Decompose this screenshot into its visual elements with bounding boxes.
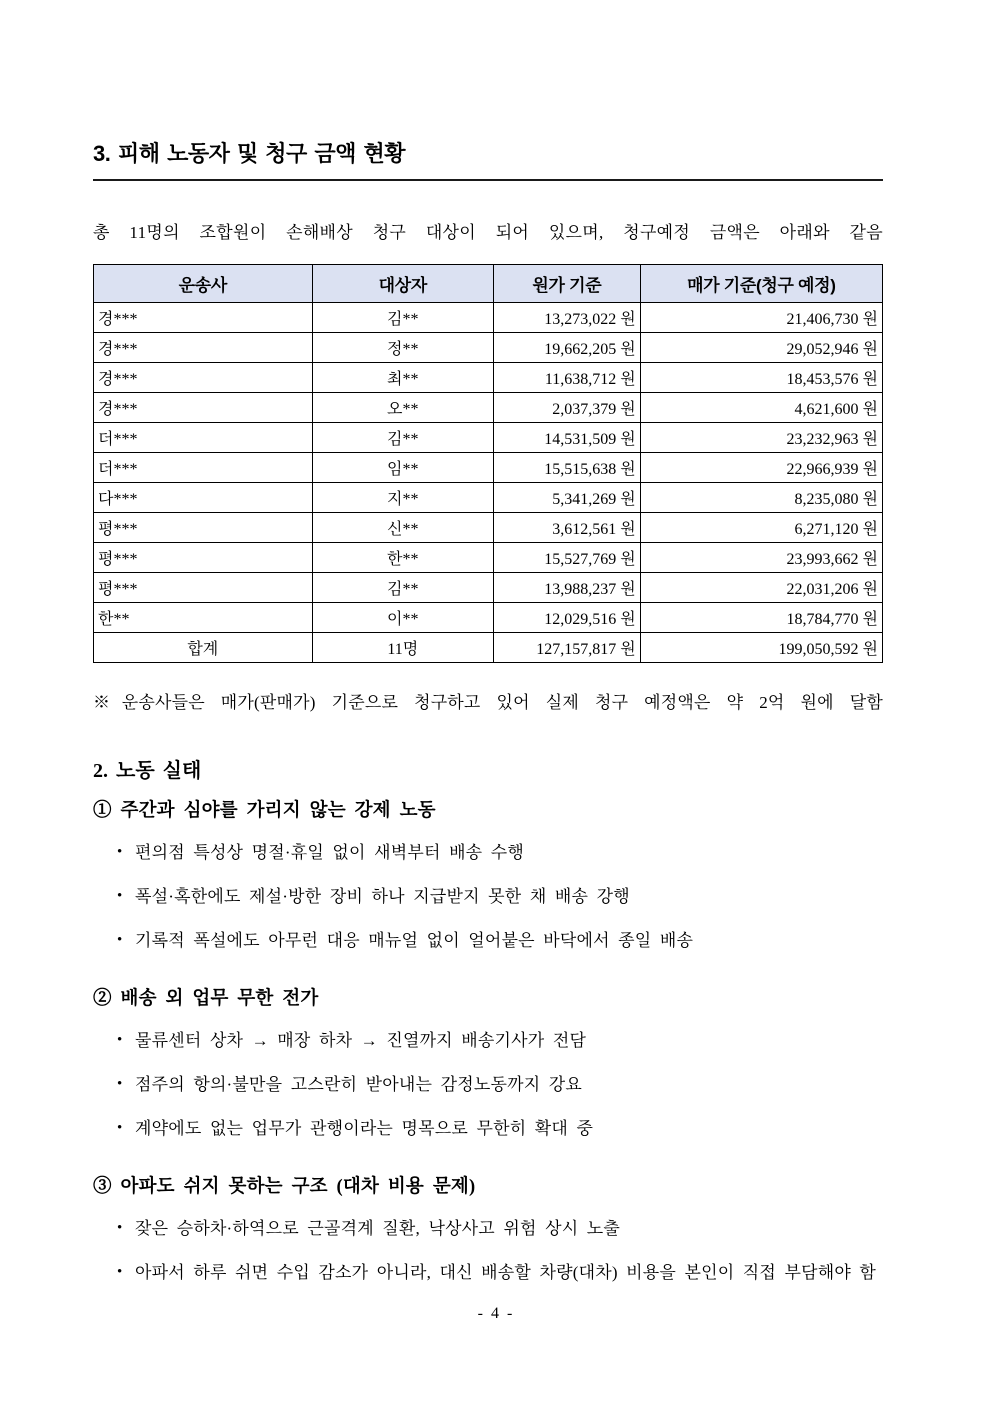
- header-carrier: 운송사: [94, 265, 313, 303]
- section3-title: 3. 피해 노동자 및 청구 금액 현황: [93, 141, 406, 166]
- cell-carrier: 평***: [94, 573, 313, 603]
- table-footer: [94, 633, 883, 663]
- table-footnote: ※운송사들은 매가(판매가) 기준으로 청구하고 있어 실제 청구 예정액은 약 2억 원에 달함: [93, 693, 883, 713]
- section2-title: 2. 노동 실태: [93, 760, 202, 783]
- bullet-item: • 계약에도 없는 업무가 관행이라는 명목으로 무한히 확대 중: [93, 1115, 883, 1142]
- subsection-3-bullets: [93, 1215, 883, 1286]
- cell-sale: 6,271,120 원: [640, 513, 882, 543]
- cell-carrier: 평***: [94, 543, 313, 573]
- cell-carrier: 평***: [94, 513, 313, 543]
- cell-person: 김**: [312, 423, 493, 453]
- cell-carrier: 다***: [94, 483, 313, 513]
- header-sale-basis: 매가 기준(청구 예정): [640, 265, 882, 303]
- subsection-2-heading: ② 배송 외 업무 무한 전가: [93, 989, 319, 1010]
- bullet-item: • 폭설·혹한에도 제설·방한 장비 하나 지급받지 못한 채 배송 강행: [93, 883, 883, 910]
- cell-person: 정**: [312, 333, 493, 363]
- cell-person: 김**: [312, 303, 493, 333]
- total-sale: 199,050,592 원: [640, 633, 882, 663]
- cell-sale: 21,406,730 원: [640, 303, 882, 333]
- subsection-2-bullets: [93, 1027, 883, 1142]
- cell-carrier: 경***: [94, 393, 313, 423]
- page-number: - 4 -: [477, 1305, 515, 1322]
- cell-carrier: 더***: [94, 453, 313, 483]
- cell-sale: 29,052,946 원: [640, 333, 882, 363]
- cell-person: 지**: [312, 483, 493, 513]
- bullet-item: • 편의점 특성상 명절·휴일 없이 새벽부터 배송 수행: [93, 839, 883, 866]
- table-row: [94, 543, 883, 573]
- cell-sale: 22,966,939 원: [640, 453, 882, 483]
- table-row: [94, 453, 883, 483]
- title-underline: [93, 179, 883, 181]
- cell-sale: 4,621,600 원: [640, 393, 882, 423]
- table-row: [94, 303, 883, 333]
- cell-cost: 15,515,638 원: [494, 453, 641, 483]
- cell-carrier: 경***: [94, 363, 313, 393]
- cell-sale: 23,232,963 원: [640, 423, 882, 453]
- cell-carrier: 경***: [94, 333, 313, 363]
- cell-person: 한**: [312, 543, 493, 573]
- subsection-2: [93, 984, 883, 1142]
- cell-cost: 5,341,269 원: [494, 483, 641, 513]
- bullet-item: • 점주의 항의·불만을 고스란히 받아내는 감정노동까지 강요: [93, 1071, 883, 1098]
- cell-cost: 11,638,712 원: [494, 363, 641, 393]
- cell-sale: 22,031,206 원: [640, 573, 882, 603]
- bullet-item: • 기록적 폭설에도 아무런 대응 매뉴얼 없이 얼어붙은 바닥에서 종일 배송: [93, 927, 883, 954]
- cell-cost: 12,029,516 원: [494, 603, 641, 633]
- cell-cost: 3,612,561 원: [494, 513, 641, 543]
- subsection-1-heading: ① 주간과 심야를 가리지 않는 강제 노동: [93, 801, 436, 822]
- bullet-item: • 물류센터 상차 → 매장 하차 → 진열까지 배송기사가 전담: [93, 1027, 883, 1054]
- table-row: [94, 333, 883, 363]
- cell-cost: 19,662,205 원: [494, 333, 641, 363]
- cell-sale: 18,453,576 원: [640, 363, 882, 393]
- cell-cost: 2,037,379 원: [494, 393, 641, 423]
- bullet-item: • 아파서 하루 쉬면 수입 감소가 아니라, 대신 배송할 차량(대차) 비용을 본인이 직접 부담해야 함: [93, 1259, 883, 1286]
- cell-sale: 23,993,662 원: [640, 543, 882, 573]
- total-cost: 127,157,817 원: [494, 633, 641, 663]
- cell-person: 최**: [312, 363, 493, 393]
- cell-cost: 13,273,022 원: [494, 303, 641, 333]
- subsection-3: [93, 1172, 883, 1286]
- table-row: [94, 483, 883, 513]
- cell-person: 오**: [312, 393, 493, 423]
- table-body: [94, 303, 883, 633]
- bullet-item: • 잦은 승하차·하역으로 근골격계 질환, 낙상사고 위험 상시 노출: [93, 1215, 883, 1242]
- cell-cost: 13,988,237 원: [494, 573, 641, 603]
- table-total-row: [94, 633, 883, 663]
- table-row: [94, 393, 883, 423]
- table-row: [94, 573, 883, 603]
- cell-person: 이**: [312, 603, 493, 633]
- cell-sale: 8,235,080 원: [640, 483, 882, 513]
- table-header: [94, 265, 883, 303]
- total-count: 11명: [312, 633, 493, 663]
- table-row: [94, 363, 883, 393]
- cell-person: 임**: [312, 453, 493, 483]
- cell-sale: 18,784,770 원: [640, 603, 882, 633]
- table-row: [94, 513, 883, 543]
- subsection-1: [93, 796, 883, 954]
- intro-paragraph: 총 11명의 조합원이 손해배상 청구 대상이 되어 있으며, 청구예정 금액은 아래와 같음: [93, 223, 883, 243]
- table-row: [94, 603, 883, 633]
- cell-person: 신**: [312, 513, 493, 543]
- table-header-row: [94, 265, 883, 303]
- table-row: [94, 423, 883, 453]
- header-cost-basis: 원가 기준: [494, 265, 641, 303]
- subsection-1-bullets: [93, 839, 883, 954]
- subsection-3-heading: ③ 아파도 쉬지 못하는 구조 (대차 비용 문제): [93, 1177, 476, 1198]
- cell-carrier: 더***: [94, 423, 313, 453]
- claims-table: [93, 264, 883, 663]
- cell-person: 김**: [312, 573, 493, 603]
- cell-carrier: 경***: [94, 303, 313, 333]
- total-label: 합계: [94, 633, 313, 663]
- cell-carrier: 한**: [94, 603, 313, 633]
- header-person: 대상자: [312, 265, 493, 303]
- cell-cost: 14,531,509 원: [494, 423, 641, 453]
- cell-cost: 15,527,769 원: [494, 543, 641, 573]
